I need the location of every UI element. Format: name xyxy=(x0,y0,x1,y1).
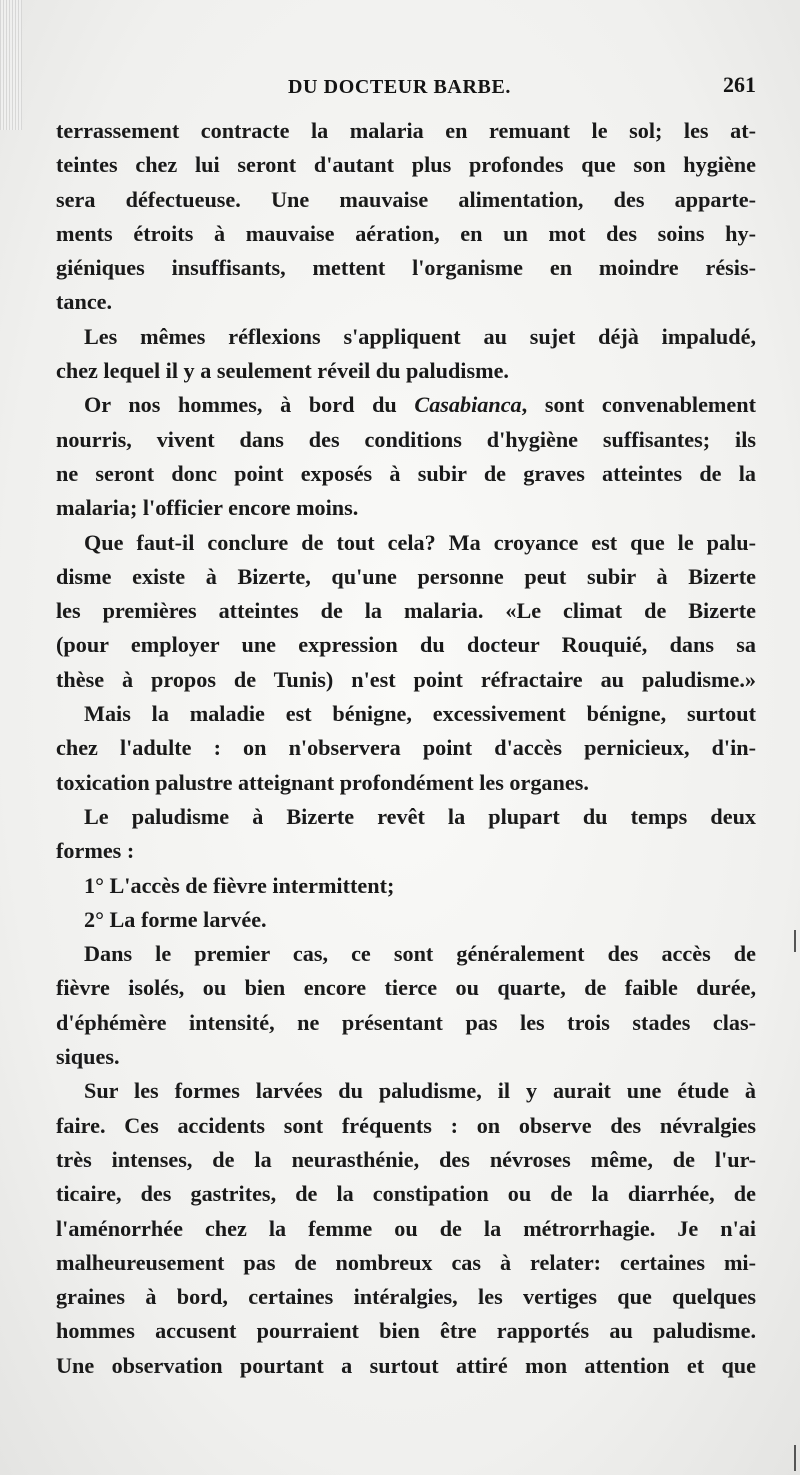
text-line: Les mêmes réflexions s'appliquent au sujet déjà impaludé, xyxy=(84,323,756,349)
text-line: hommes accusent pourraient bien être rapportés au paludisme. xyxy=(56,1318,756,1344)
text-line: ments étroits à mauvaise aération, en un mot des soins hy- xyxy=(56,220,756,246)
text-line: faire. Ces accidents sont fréquents : on observe des névralgies xyxy=(56,1112,756,1138)
running-title: DU DOCTEUR BARBE. xyxy=(288,76,512,98)
ship-name: Casabianca xyxy=(414,392,522,418)
text-line: (pour employer une expression du docteur Rouquié, dans sa xyxy=(56,632,756,658)
text-line xyxy=(56,388,756,422)
text-line: malheureusement pas de nombreux cas à relater: certaines mi- xyxy=(56,1249,756,1275)
text-line: très intenses, de la neurasthénie, des névroses même, de l'ur- xyxy=(56,1146,756,1172)
text-line: teintes chez lui seront d'autant plus profondes que son hygiène xyxy=(56,152,756,178)
page-header xyxy=(56,72,756,106)
page-number: 261 xyxy=(723,72,756,97)
text-segment: Or nos hommes, à bord du xyxy=(84,392,415,418)
text-line: terrassement contracte la malaria en remuant le sol; les at- xyxy=(56,118,756,143)
body-text xyxy=(56,114,756,1383)
text-line: formes : xyxy=(56,838,135,864)
text-line: graines à bord, certaines intéralgies, les vertiges que quelques xyxy=(56,1284,756,1310)
text-line: nourris, vivent dans des conditions d'hygiène suffisantes; ils xyxy=(56,426,756,452)
text-line: ne seront donc point exposés à subir de graves atteintes de la xyxy=(56,460,756,486)
text-line: tance. xyxy=(56,289,113,315)
text-line: toxication palustre atteignant profondément les organes. xyxy=(56,769,589,795)
text-line: les premières atteintes de la malaria. «Le climat de Bizerte xyxy=(56,598,756,624)
text-line: chez lequel il y a seulement réveil du paludisme. xyxy=(56,358,509,384)
list-item: 2° La forme larvée. xyxy=(84,906,267,932)
text-line: giéniques insuffisants, mettent l'organisme en moindre résis- xyxy=(56,255,756,281)
text-line: fièvre isolés, ou bien encore tierce ou quarte, de faible durée, xyxy=(56,975,756,1001)
text-line: chez l'adulte : on n'observera point d'accès pernicieux, d'in- xyxy=(56,735,756,761)
text-line: d'éphémère intensité, ne présentant pas les trois stades clas- xyxy=(56,1009,756,1035)
text-line: Mais la maladie est bénigne, excessivement bénigne, surtout xyxy=(84,701,756,727)
text-line: l'aménorrhée chez la femme ou de la métrorrhagie. Je n'ai xyxy=(56,1215,756,1241)
margin-mark xyxy=(794,930,796,952)
text-line: Sur les formes larvées du paludisme, il y aurait une étude à xyxy=(84,1078,756,1104)
list-item: 1° L'accès de fièvre intermittent; xyxy=(84,872,395,898)
text-line: Une observation pourtant a surtout attiré mon attention et que xyxy=(56,1352,756,1378)
scan-edge xyxy=(0,0,22,130)
text-line: Que faut-il conclure de tout cela? Ma croyance est que le palu- xyxy=(84,529,756,555)
text-line: malaria; l'officier encore moins. xyxy=(56,495,359,521)
text-line: thèse à propos de Tunis) n'est point réfractaire au paludisme.» xyxy=(56,666,756,692)
text-line: siques. xyxy=(56,1044,120,1070)
text-line: disme existe à Bizerte, qu'une personne peut subir à Bizerte xyxy=(56,563,756,589)
margin-mark xyxy=(794,1445,796,1471)
text-line: Le paludisme à Bizerte revêt la plupart du temps deux xyxy=(84,803,756,829)
text-segment: , sont convenablement xyxy=(521,392,756,418)
text-line: sera défectueuse. Une mauvaise alimentation, des apparte- xyxy=(56,186,756,212)
text-line: ticaire, des gastrites, de la constipation ou de la diarrhée, de xyxy=(56,1181,756,1207)
text-line: Dans le premier cas, ce sont généralement des accès de xyxy=(84,941,756,967)
